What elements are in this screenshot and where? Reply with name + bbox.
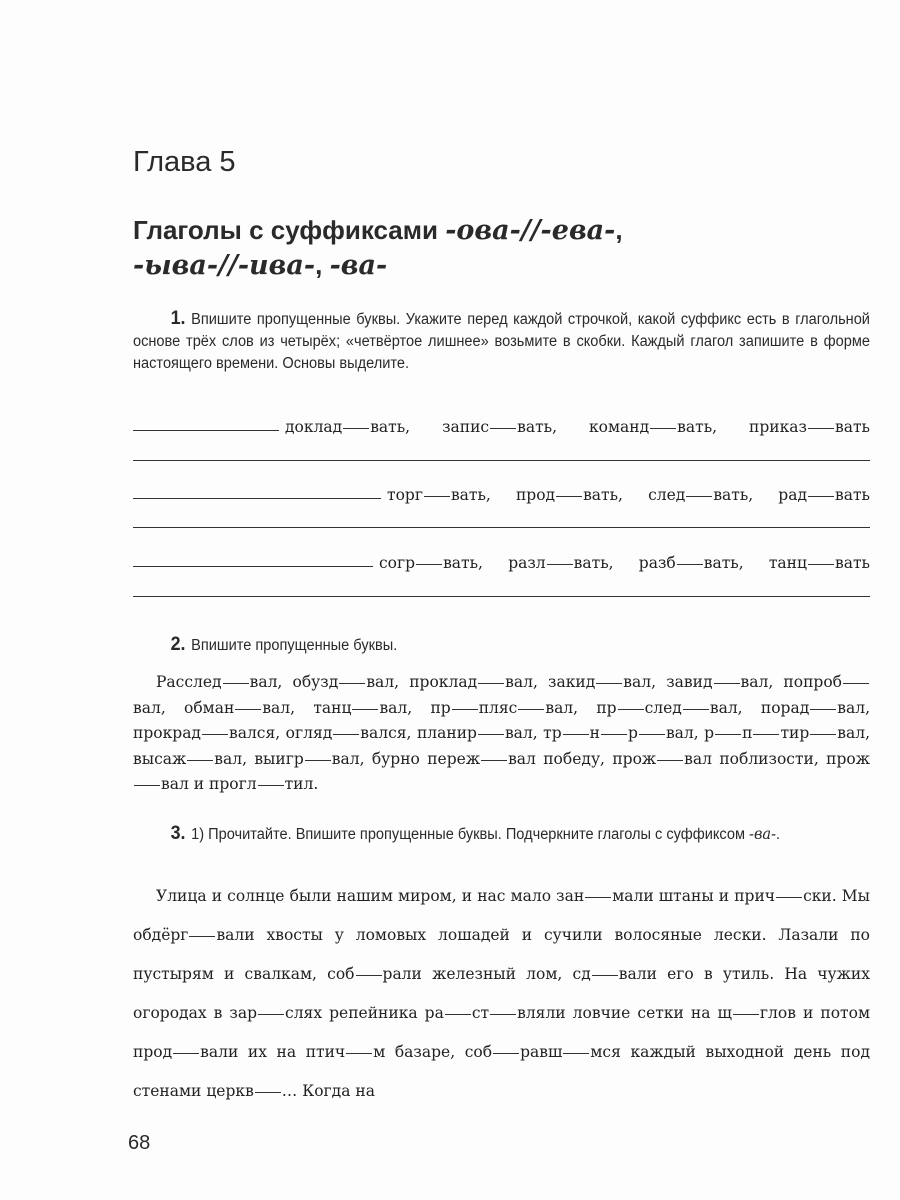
word-item: разб вать, [638,554,744,572]
exercise-number: 3. [170,823,186,844]
blank-field[interactable] [657,760,683,761]
exercise-3-instruction [133,823,870,846]
word-item: приказ вать [749,418,870,436]
word-item: запис вать, [442,418,558,436]
blank-field[interactable] [424,496,450,497]
word-item: доклад вать, [285,418,411,436]
blank-field[interactable] [776,897,802,898]
blank-field[interactable] [223,683,249,684]
blank-field[interactable] [808,496,834,497]
blank-field[interactable] [333,734,359,735]
title-separator: , [615,215,623,245]
suffix-answer-field[interactable] [133,430,279,431]
writing-line[interactable] [133,527,870,528]
word-item: танц вать [768,554,870,572]
blank-field[interactable] [134,785,160,786]
blank-field[interactable] [490,1014,516,1015]
title-suffix-2: -ыва-//-ива- [133,250,316,281]
blank-field[interactable] [339,683,365,684]
suffix-answer-field[interactable] [133,566,373,567]
word-list [379,554,870,572]
word-item: команд вать, [588,418,718,436]
blank-field[interactable] [808,428,834,429]
blank-field[interactable] [478,734,504,735]
title-suffix-1: -ова-//-ева- [445,215,616,246]
suffix-example: -ва- [749,825,777,843]
blank-field[interactable] [810,709,836,710]
blank-field[interactable] [556,496,582,497]
chapter-heading: Глава 5 [133,146,236,178]
blank-field[interactable] [187,760,213,761]
blank-field[interactable] [235,709,261,710]
blank-field[interactable] [356,975,382,976]
exercise-1-row-3 [133,548,870,572]
blank-field[interactable] [592,975,618,976]
blank-field[interactable] [445,1014,471,1015]
writing-line[interactable] [133,460,870,461]
blank-field[interactable] [202,734,228,735]
blank-field[interactable] [173,1053,199,1054]
blank-field[interactable] [490,428,516,429]
writing-line[interactable] [133,596,870,597]
blank-field[interactable] [639,734,665,735]
blank-field[interactable] [416,564,442,565]
blank-field[interactable] [255,1092,281,1093]
blank-field[interactable] [452,709,478,710]
blank-field[interactable] [715,734,741,735]
blank-field[interactable] [343,428,369,429]
blank-field[interactable] [346,1053,372,1054]
blank-field[interactable] [493,1053,519,1054]
title-separator-2: , [315,250,330,280]
blank-field[interactable] [618,709,644,710]
exercise-1-row-1 [133,412,870,436]
blank-field[interactable] [810,734,836,735]
word-item: торг вать, [387,486,491,504]
blank-field[interactable] [733,1014,759,1015]
word-item: согр вать, [379,554,483,572]
word-item: прод вать, [515,486,623,504]
exercise-3-text: Улица и солнце были нашим миром, и нас мало зан мали штаны и прич ски. Мы обдёрг вали хвосты у ломовых лошадей и сучили волосяные лески. Лазали по пустырям и свалкам, соб рали железный лом, сд вали его в утиль. На чужих огородах в зар слях репейника ра ст вляли ловчие сетки на щ глов и потом прод вали их на птич м базаре, соб равш мся каждый выходной день под стенами церкв … Когда на [133,887,871,1100]
blank-field[interactable] [585,897,611,898]
page-number: 68 [128,1132,151,1154]
blank-field[interactable] [547,564,573,565]
blank-field[interactable] [189,936,215,937]
blank-field[interactable] [258,1014,284,1015]
exercise-2-instruction [133,634,870,657]
blank-field[interactable] [677,564,703,565]
blank-field[interactable] [518,709,544,710]
blank-field[interactable] [601,734,627,735]
suffix-answer-field[interactable] [133,498,381,499]
exercise-number: 2. [170,634,186,655]
blank-field[interactable] [753,734,779,735]
word-item: рад вать [778,486,870,504]
instruction-text: Впишите пропущенные буквы. [191,637,398,654]
blank-field[interactable] [305,760,331,761]
title-suffix-3: -ва- [329,250,388,281]
section-title [133,213,873,283]
exercise-1-row-2 [133,480,870,504]
instruction-end: . [776,826,781,843]
blank-field[interactable] [683,709,709,710]
blank-field[interactable] [808,564,834,565]
blank-field[interactable] [563,734,589,735]
blank-field[interactable] [481,760,507,761]
exercise-1-instruction [133,308,870,375]
instruction-text: Впишите пропущенные буквы. Укажите перед каждой строчкой, какой суффикс есть в глагольной основе трёх слов из четырёх; «четвёртое лишнее» возьмите в скобки. Каждый глагол запишите в форме настоящего времени. Основы выделите. [133,311,870,372]
blank-field[interactable] [843,683,869,684]
blank-field[interactable] [258,785,284,786]
blank-field[interactable] [596,683,622,684]
word-list [285,418,870,436]
blank-field[interactable] [650,428,676,429]
blank-field[interactable] [714,683,740,684]
blank-field[interactable] [686,496,712,497]
blank-field[interactable] [352,709,378,710]
word-item: след вать, [648,486,754,504]
exercise-number: 1. [170,308,186,329]
blank-field[interactable] [563,1053,589,1054]
title-prefix: Глаголы с суффиксами [133,215,446,245]
blank-field[interactable] [478,683,504,684]
word-item: разл вать, [508,554,614,572]
instruction-text: 1) Прочитайте. Впишите пропущенные буквы. Подчеркните глаголы с суффиксом [191,826,750,843]
word-list [387,486,870,504]
exercise-2-text: Расслед вал, обузд вал, проклад вал, закид вал, завид вал, попробвал, обман вал, танц вал, пр пляс вал, пр след вал, порад вал, прокрад вался, огляд вался, планир вал, тр н р вал, р п тир вал, высаж вал, выигр вал, бурно переж вал победу, прож вал поблизости, прожвал и прогл тил. [133,673,871,793]
